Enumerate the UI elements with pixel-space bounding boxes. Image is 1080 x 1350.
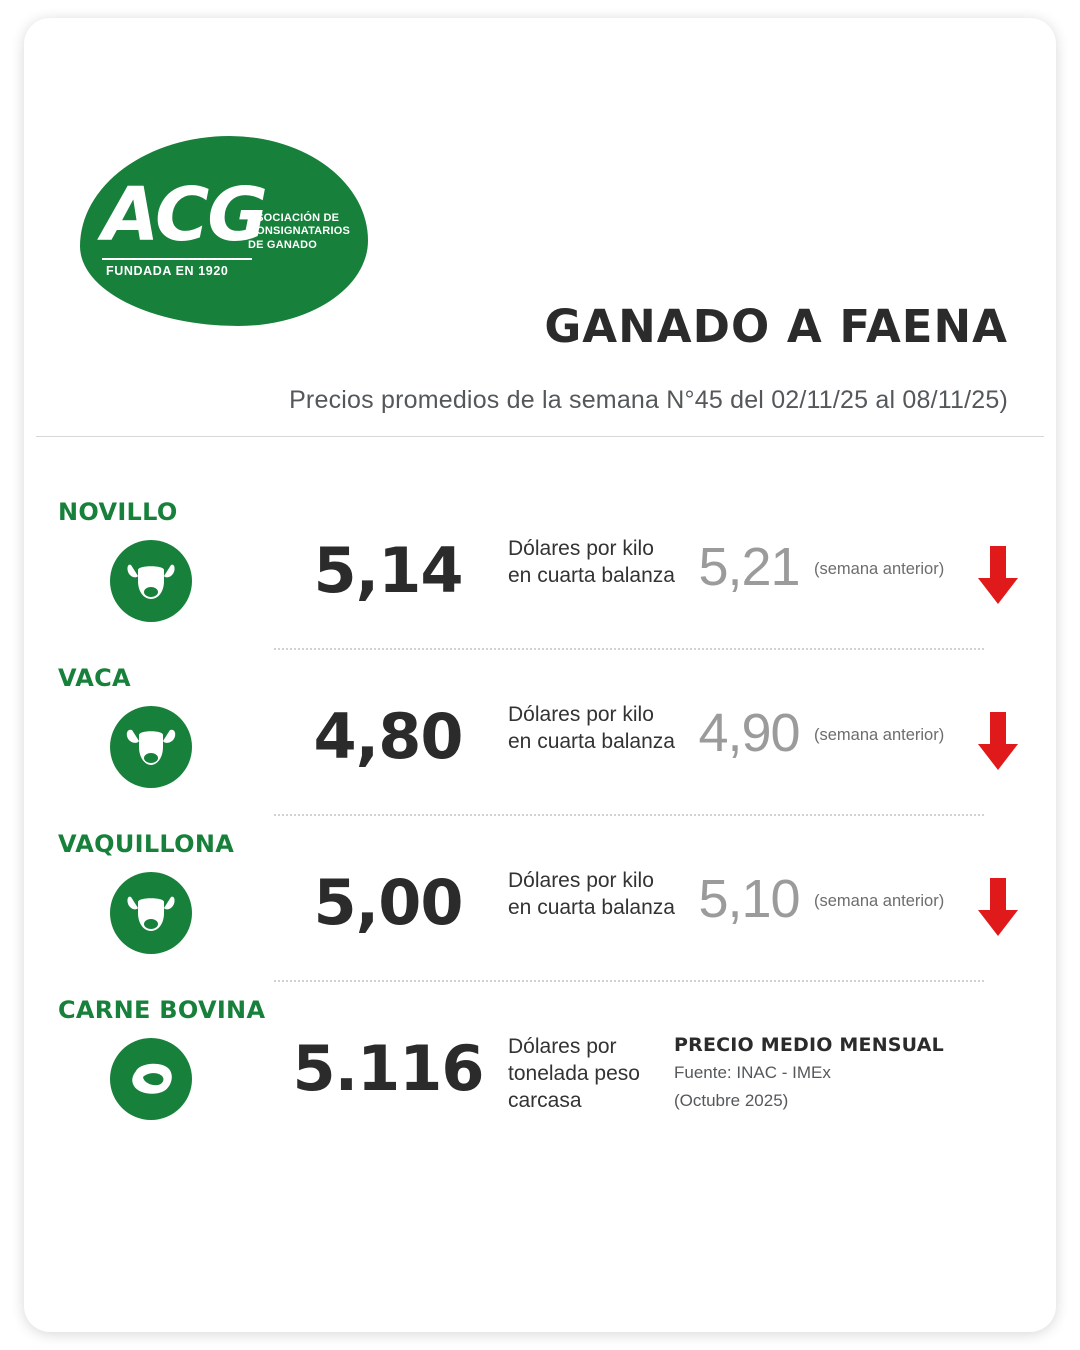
info-card (24, 18, 1056, 1332)
previous-label-vaca: (semana anterior) (814, 726, 945, 744)
header (24, 18, 1056, 418)
logo-divider (102, 258, 252, 260)
logo-org-line-3: DE GANADO (248, 238, 318, 251)
category-label-novillo: NOVILLO (58, 498, 178, 526)
price-unit-vaca: Dólares por kilo en cuarta balanza (508, 703, 675, 753)
category-label-vaca: VACA (58, 664, 131, 692)
price-unit-carne-bovina: Dólares por tonelada peso carcasa (508, 1035, 640, 1112)
row-divider (274, 648, 984, 650)
price-value-vaquillona: 5,00 (313, 866, 463, 939)
beef-cut-icon (110, 1038, 192, 1120)
row-divider (274, 814, 984, 816)
header-divider (36, 436, 1044, 437)
category-label-carne-bovina: CARNE BOVINA (58, 996, 266, 1024)
previous-price-novillo: 5,21 (698, 537, 800, 597)
price-unit-vaquillona: Dólares por kilo en cuarta balanza (508, 869, 675, 919)
logo-org-line-2: CONSIGNATARIOS (248, 225, 351, 238)
page-title: GANADO A FAENA (544, 300, 1008, 353)
monthly-price-title: PRECIO MEDIO MENSUAL (674, 1034, 944, 1056)
price-row (24, 654, 1056, 820)
price-value-carne-bovina: 5.116 (292, 1032, 484, 1105)
monthly-price-period: (Octubre 2025) (674, 1091, 789, 1111)
previous-label-novillo: (semana anterior) (814, 560, 945, 578)
trend-down-icon (976, 710, 1020, 772)
monthly-price-source: Fuente: INAC - IMEx (674, 1063, 831, 1082)
acg-logo (80, 136, 380, 336)
category-label-vaquillona: VAQUILLONA (58, 830, 235, 858)
logo-acronym: ACG (102, 172, 267, 258)
heifer-head-icon (110, 872, 192, 954)
price-rows (24, 488, 1056, 1152)
logo-org-name (248, 212, 350, 252)
logo-org-line-1: ASOCIACIÓN DE (248, 212, 340, 224)
price-unit-novillo: Dólares por kilo en cuarta balanza (508, 537, 675, 587)
previous-price-vaca: 4,90 (698, 703, 800, 763)
page-subtitle: Precios promedios de la semana N°45 del 02/11/25 al 08/11/25) (289, 386, 1008, 414)
price-value-vaca: 4,80 (313, 700, 463, 773)
logo-founded-text: FUNDADA EN 1920 (106, 264, 229, 278)
price-row (24, 488, 1056, 654)
cow-head-icon (110, 706, 192, 788)
price-row (24, 986, 1056, 1152)
monthly-price-note (674, 1034, 974, 1112)
trend-down-icon (976, 876, 1020, 938)
previous-label-vaquillona: (semana anterior) (814, 892, 945, 910)
price-row (24, 820, 1056, 986)
previous-price-vaquillona: 5,10 (698, 869, 800, 929)
row-divider (274, 980, 984, 982)
price-value-novillo: 5,14 (313, 534, 463, 607)
steer-head-icon (110, 540, 192, 622)
trend-down-icon (976, 544, 1020, 606)
